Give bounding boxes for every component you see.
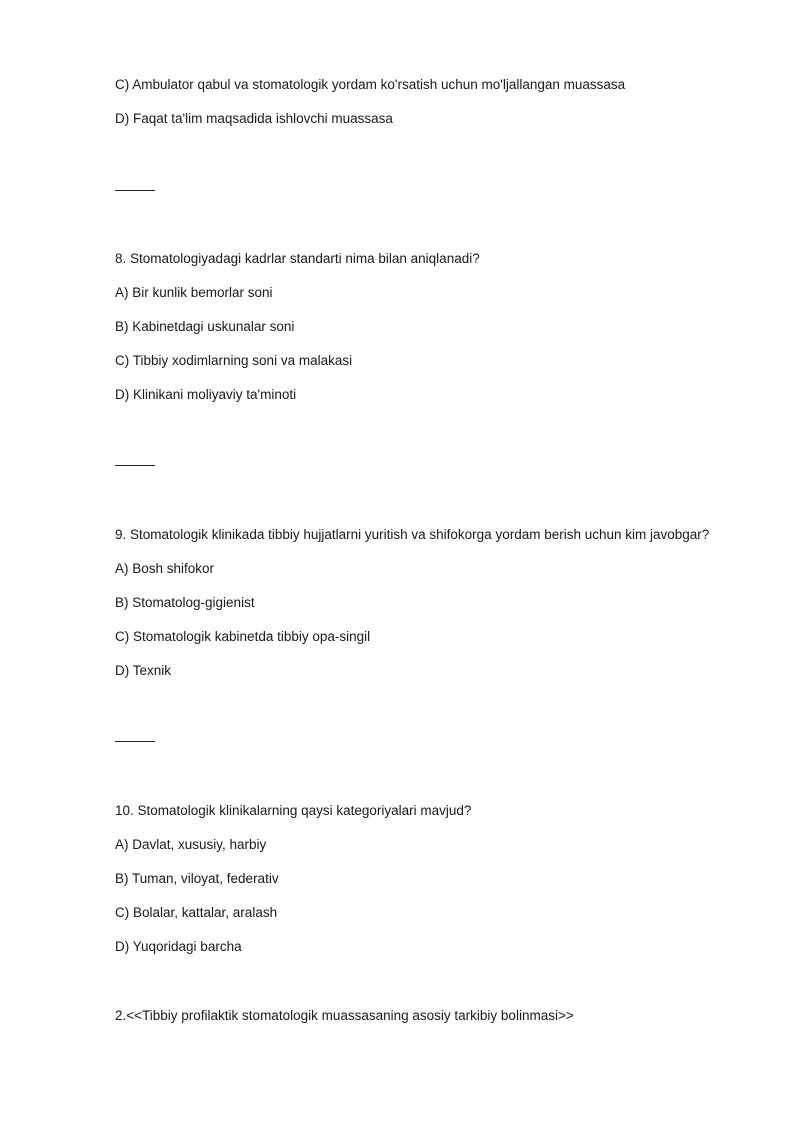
- q9-option-a: A) Bosh shifokor: [115, 561, 215, 576]
- q9-question: 9. Stomatologik klinikada tibbiy hujjatlarni yuritish va shifokorga yordam berish uchun kim javobgar?: [115, 527, 710, 542]
- q8-question: 8. Stomatologiyadagi kadrlar standarti nima bilan aniqlanadi?: [115, 251, 480, 266]
- separator-line: [115, 741, 155, 742]
- section-heading: 2.<<Tibbiy profilaktik stomatologik muassasaning asosiy tarkibiy bolinmasi>>: [115, 1008, 574, 1023]
- q10-question: 10. Stomatologik klinikalarning qaysi kategoriyalari mavjud?: [115, 803, 472, 818]
- q10-option-d: D) Yuqoridagi barcha: [115, 939, 242, 954]
- q10-option-b: B) Tuman, viloyat, federativ: [115, 871, 279, 886]
- q8-option-b: B) Kabinetdagi uskunalar soni: [115, 319, 295, 334]
- q10-option-c: C) Bolalar, kattalar, aralash: [115, 905, 278, 920]
- q7-option-d: D) Faqat ta'lim maqsadida ishlovchi muassasa: [115, 111, 393, 126]
- separator-line: [115, 465, 155, 466]
- q9-option-b: B) Stomatolog-gigienist: [115, 595, 255, 610]
- q8-option-a: A) Bir kunlik bemorlar soni: [115, 285, 273, 300]
- q9-option-c: C) Stomatologik kabinetda tibbiy opa-singil: [115, 629, 371, 644]
- q8-option-d: D) Klinikani moliyaviy ta'minoti: [115, 387, 297, 402]
- q8-option-c: C) Tibbiy xodimlarning soni va malakasi: [115, 353, 353, 368]
- separator-line: [115, 190, 155, 191]
- q10-option-a: A) Davlat, xususiy, harbiy: [115, 837, 267, 852]
- q7-option-c: C) Ambulator qabul va stomatologik yordam ko'rsatish uchun mo'ljallangan muassasa: [115, 77, 626, 92]
- q9-option-d: D) Texnik: [115, 663, 172, 678]
